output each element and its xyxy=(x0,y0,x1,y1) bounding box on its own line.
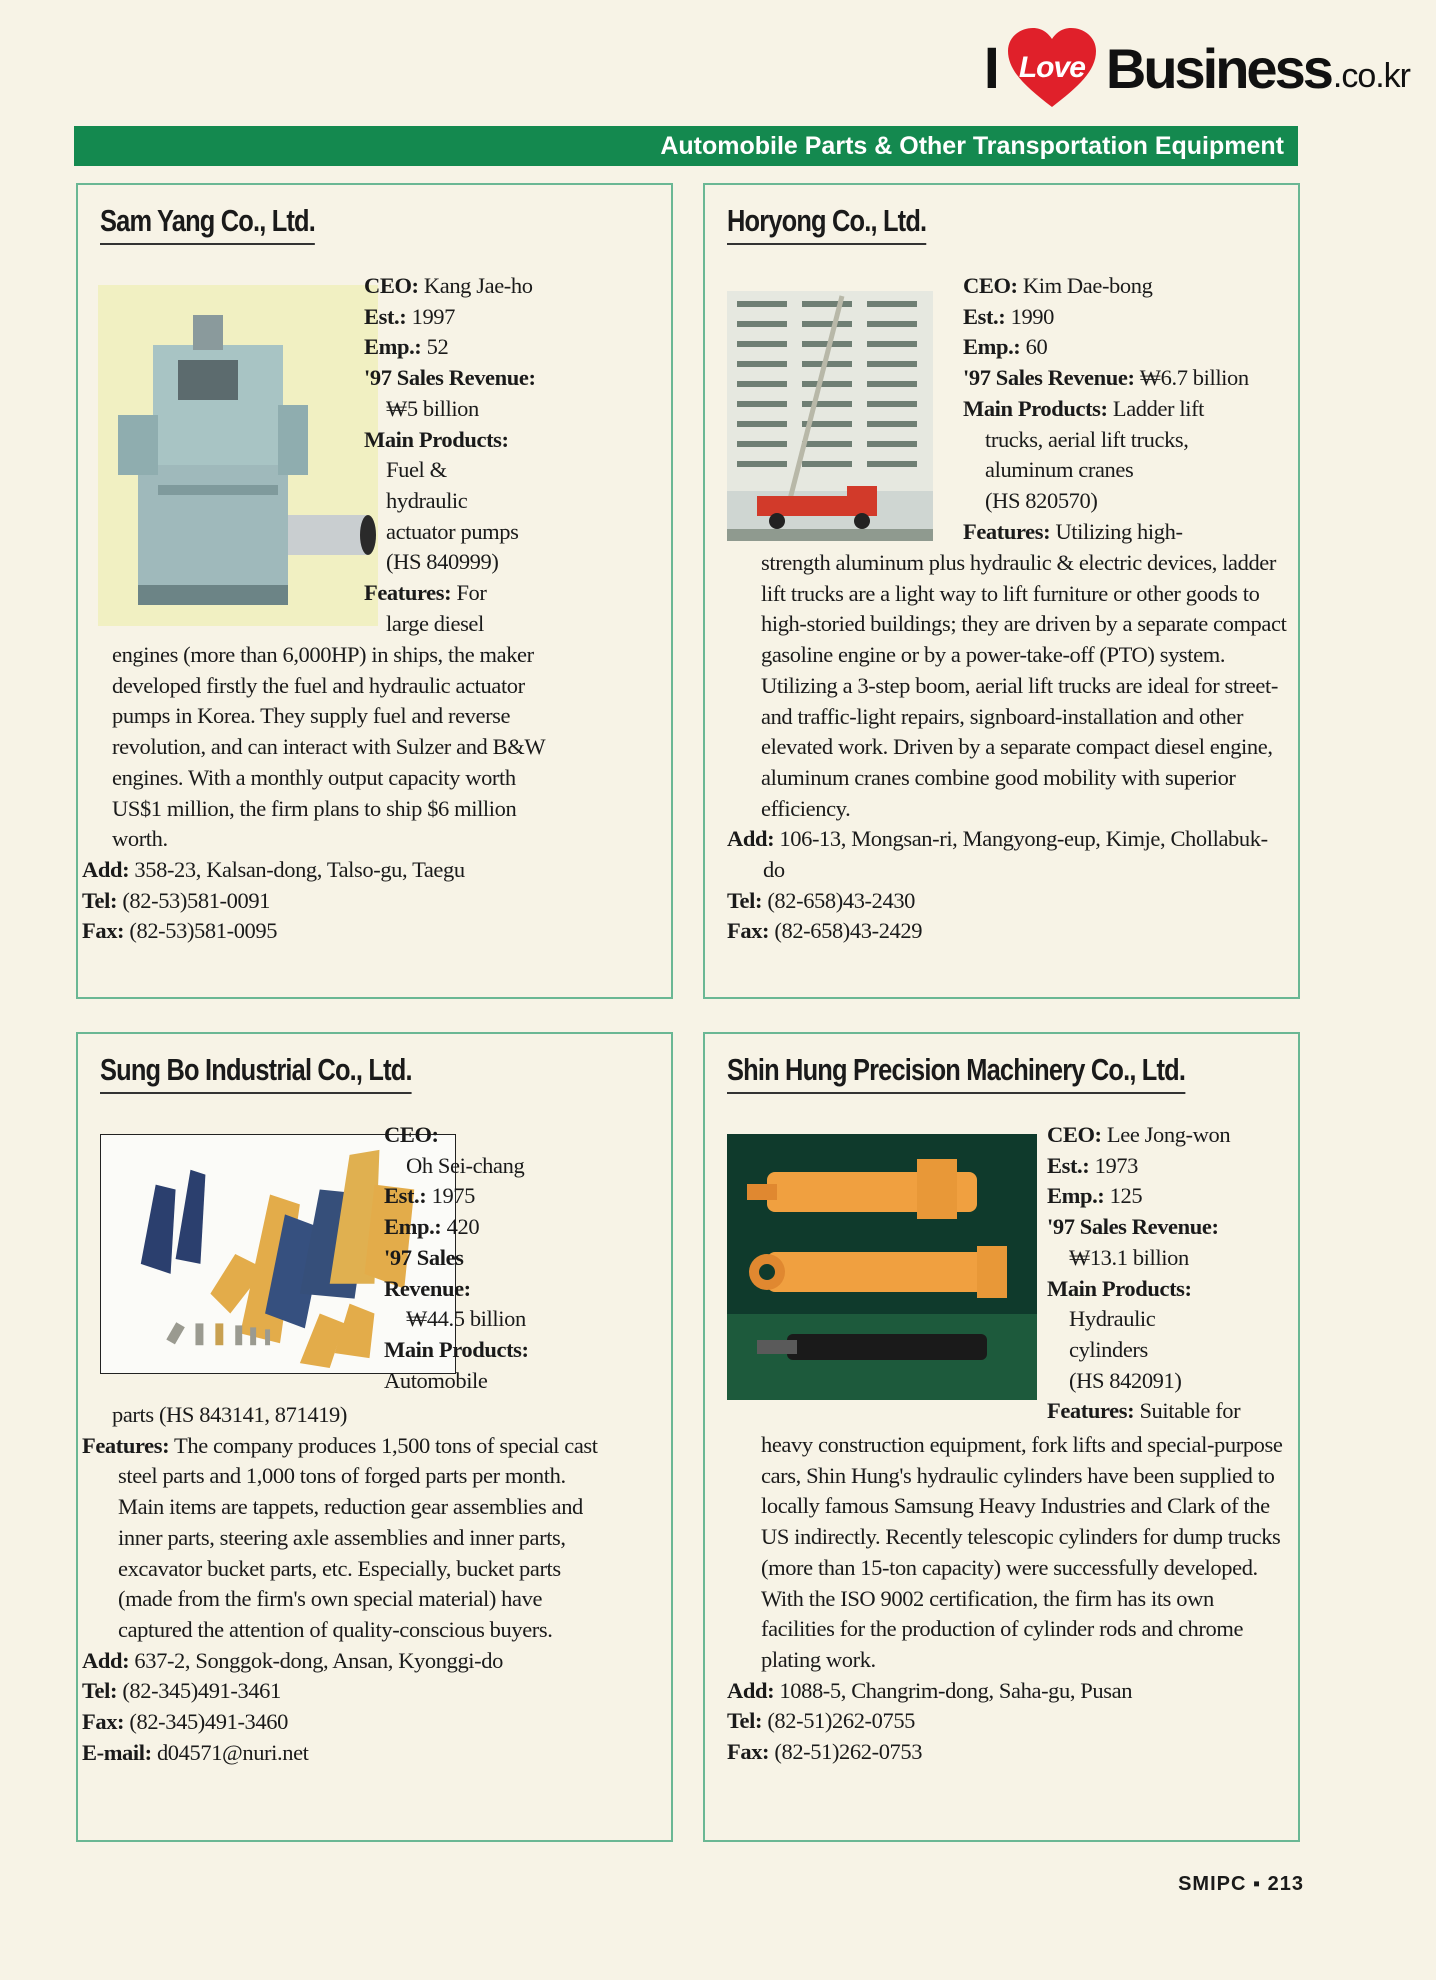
label-add: Add: xyxy=(727,1677,775,1703)
ceo-value: Kang Jae-ho xyxy=(423,273,533,298)
company-title: Shin Hung Precision Machinery Co., Ltd. xyxy=(727,1052,1185,1094)
page-number: 213 xyxy=(1267,1873,1304,1895)
emp-value: 420 xyxy=(446,1214,480,1240)
label-fax: Fax: xyxy=(82,1709,125,1735)
label-sales-2: Revenue: xyxy=(384,1275,471,1301)
label-add: Add: xyxy=(727,826,775,852)
label-tel: Tel: xyxy=(727,1708,763,1734)
products-lead: Ladder lift xyxy=(1112,395,1205,421)
fax-value: (82-53)581-0095 xyxy=(129,918,278,944)
company-title: Sam Yang Co., Ltd. xyxy=(100,203,315,245)
label-ceo: CEO: xyxy=(384,1122,439,1147)
features-text: engines (more than 6,000HP) in ships, the maker developed firstly the fuel and hydraulic actuator pumps in Korea. They supply fuel and reverse revolution, and can interact with Sulzer and B&W engines. With a monthly output capacity worth US$1 million, the firm plans to ship $6 million worth. xyxy=(112,642,545,852)
features-lead: large diesel xyxy=(386,610,484,636)
product-line: hydraulic xyxy=(386,487,468,513)
products-lead: Automobile xyxy=(384,1367,488,1393)
fax-value: (82-345)491-3460 xyxy=(129,1709,288,1735)
company-card-horyong xyxy=(703,183,1300,999)
ceo-value: Oh Sei-chang xyxy=(406,1152,525,1178)
label-est: Est.: xyxy=(1047,1152,1090,1178)
est-value: 1997 xyxy=(411,303,456,329)
fax-value: (82-51)262-0753 xyxy=(774,1739,923,1765)
features-text: The company produces 1,500 tons of special cast steel parts and 1,000 tons of forged parts per month. Main items are tappets, reduction gear assemblies and inner parts, steering axle assemblies and inner parts, excavator bucket parts, etc. Especially, bucket parts (made from the firm's own special material) have captured the attention of quality-conscious buyers. xyxy=(118,1432,598,1642)
product-line: actuator pumps xyxy=(386,518,519,544)
ceo-value: Kim Dae-bong xyxy=(1022,273,1153,298)
label-emp: Emp.: xyxy=(364,334,422,360)
company-facts xyxy=(1047,1120,1297,1427)
label-sales: '97 Sales Revenue: xyxy=(963,365,1135,391)
logo-love: Love xyxy=(1018,51,1085,84)
label-ceo: CEO: xyxy=(364,273,419,298)
products-text: parts (HS 843141, 871419) xyxy=(112,1402,347,1427)
label-features: Features: xyxy=(1047,1398,1135,1424)
address-value: 637-2, Songgok-dong, Ansan, Kyonggi-do xyxy=(134,1647,503,1673)
hydraulic-cylinder-photo xyxy=(727,1134,1037,1400)
emp-value: 60 xyxy=(1025,334,1048,360)
company-card-sung-bo xyxy=(76,1032,673,1842)
product-line: Hydraulic xyxy=(1069,1306,1156,1332)
ladder-truck-photo xyxy=(727,291,933,541)
label-sales: '97 Sales Revenue: xyxy=(1047,1214,1219,1240)
section-header: Automobile Parts & Other Transportation Equipment xyxy=(74,126,1298,166)
fax-value: (82-658)43-2429 xyxy=(774,918,923,944)
company-card-sam-yang xyxy=(76,183,673,999)
label-fax: Fax: xyxy=(82,918,125,944)
logo-business: Business xyxy=(1105,36,1331,100)
company-body xyxy=(727,548,1287,947)
label-features: Features: xyxy=(82,1432,170,1458)
label-est: Est.: xyxy=(364,303,407,329)
label-email: E-mail: xyxy=(82,1739,152,1765)
label-features: Features: xyxy=(963,518,1051,544)
features-lead: For xyxy=(456,580,487,606)
tel-value: (82-53)581-0091 xyxy=(122,887,271,913)
company-card-shin-hung xyxy=(703,1032,1300,1842)
est-value: 1990 xyxy=(1010,303,1055,329)
label-fax: Fax: xyxy=(727,918,770,944)
tel-value: (82-51)262-0755 xyxy=(767,1708,916,1734)
label-sales-1: '97 Sales xyxy=(384,1244,464,1270)
label-est: Est.: xyxy=(963,303,1006,329)
company-title: Sung Bo Industrial Co., Ltd. xyxy=(100,1052,412,1094)
tel-value: (82-345)491-3461 xyxy=(122,1678,281,1704)
features-text: heavy construction equipment, fork lifts and special-purpose cars, Shin Hung's hydraulic cylinders have been supplied to locally famous Samsung Heavy Industries and Clark of the US indirectly. Recently telescopic cylinders for dump trucks (more than 15-ton capacity) were successfully developed. With the ISO 9002 certification, the firm has its own facilities for the production of cylinder rods and chrome plating work. xyxy=(761,1432,1283,1672)
page-footer xyxy=(1178,1873,1304,1896)
product-line: (HS 820570) xyxy=(985,487,1098,513)
company-body xyxy=(727,1430,1287,1768)
label-est: Est.: xyxy=(384,1183,427,1209)
label-ceo: CEO: xyxy=(963,273,1018,298)
est-value: 1973 xyxy=(1094,1152,1139,1178)
product-line: (HS 842091) xyxy=(1069,1367,1182,1393)
label-products: Main Products: xyxy=(364,426,509,452)
features-lead: Utilizing high- xyxy=(1055,518,1183,544)
heart-icon xyxy=(1006,27,1098,109)
pump-photo xyxy=(98,285,378,626)
label-products: Main Products: xyxy=(1047,1275,1192,1301)
sales-value: ₩13.1 billion xyxy=(1069,1244,1189,1270)
label-products: Main Products: xyxy=(963,395,1108,421)
logo-domain: .co.kr xyxy=(1332,56,1410,95)
sales-value: ₩44.5 billion xyxy=(406,1306,526,1332)
features-text: strength aluminum plus hydraulic & electric devices, ladder lift trucks are a light way to lift furniture or other goods to high-storied buildings; they are driven by a separate compact gasoline engine or by a power-take-off (PTO) system. Utilizing a 3-step boom, aerial lift trucks are ideal for street- and traffic-light repairs, signboard-installation and other elevated work. Driven by a separate compact diesel engine, aluminum cranes combine good mobility with superior efficiency. xyxy=(761,550,1287,821)
label-emp: Emp.: xyxy=(1047,1183,1105,1209)
tel-value: (82-658)43-2430 xyxy=(767,887,916,913)
label-tel: Tel: xyxy=(727,887,763,913)
address-value: 358-23, Kalsan-dong, Talso-gu, Taegu xyxy=(134,856,465,882)
product-line: (HS 840999) xyxy=(386,549,499,575)
company-title: Horyong Co., Ltd. xyxy=(727,203,926,245)
product-line: aluminum cranes xyxy=(985,457,1134,483)
label-emp: Emp.: xyxy=(963,334,1021,360)
magazine-name: SMIPC xyxy=(1178,1873,1247,1895)
footer-separator: ▪ xyxy=(1252,1873,1262,1895)
logo-i: I xyxy=(983,35,998,101)
label-sales: '97 Sales Revenue: xyxy=(364,365,536,391)
sales-value: ₩5 billion xyxy=(386,395,479,421)
company-facts xyxy=(364,271,664,639)
label-add: Add: xyxy=(82,856,130,882)
label-features: Features: xyxy=(364,580,452,606)
product-line: Fuel & xyxy=(386,457,447,483)
features-lead: Suitable for xyxy=(1139,1398,1241,1424)
label-add: Add: xyxy=(82,1647,130,1673)
company-body xyxy=(82,1400,602,1768)
product-line: cylinders xyxy=(1069,1336,1148,1362)
site-logo xyxy=(984,28,1410,108)
label-fax: Fax: xyxy=(727,1739,770,1765)
emp-value: 52 xyxy=(426,334,449,360)
sales-value: ₩6.7 billion xyxy=(1139,365,1249,391)
address-value: 1088-5, Changrim-dong, Saha-gu, Pusan xyxy=(779,1677,1133,1703)
label-products: Main Products: xyxy=(384,1336,529,1362)
product-line: trucks, aerial lift trucks, xyxy=(985,426,1189,452)
label-ceo: CEO: xyxy=(1047,1122,1102,1147)
email-value: d04571@nuri.net xyxy=(156,1739,309,1765)
label-emp: Emp.: xyxy=(384,1214,442,1240)
address-value: 106-13, Mongsan-ri, Mangyong-eup, Kimje, Chollabuk-do xyxy=(763,826,1268,883)
label-tel: Tel: xyxy=(82,887,118,913)
ceo-value: Lee Jong-won xyxy=(1106,1122,1231,1147)
emp-value: 125 xyxy=(1109,1183,1143,1209)
company-facts xyxy=(963,271,1293,547)
label-tel: Tel: xyxy=(82,1678,118,1704)
company-facts xyxy=(384,1120,664,1396)
company-body xyxy=(82,640,562,947)
est-value: 1975 xyxy=(431,1183,476,1209)
